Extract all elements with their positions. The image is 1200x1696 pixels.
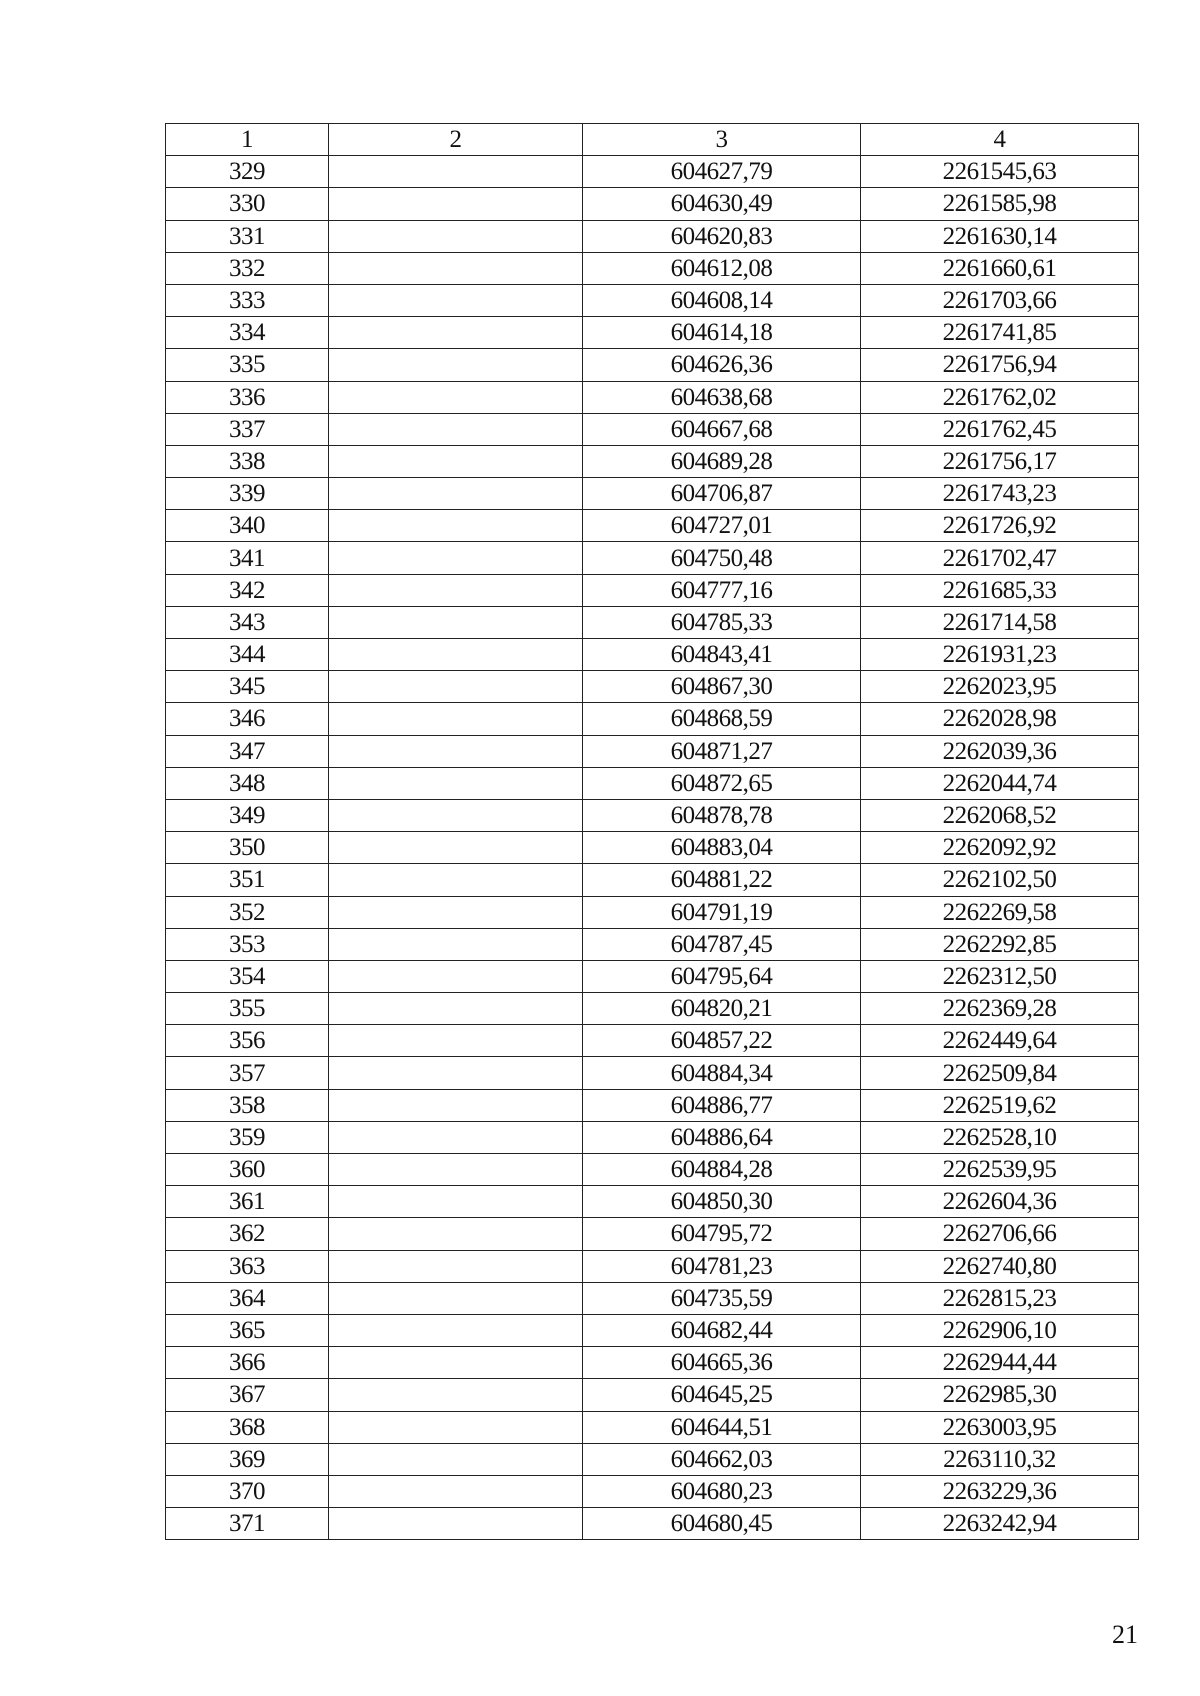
x-coordinate-cell: 604627,79 [583,156,861,188]
point-number-cell: 371 [166,1508,329,1540]
point-number-cell: 365 [166,1314,329,1346]
table-row [166,1379,1139,1411]
column-2-cell [329,284,583,316]
table-row [166,993,1139,1025]
x-coordinate-cell: 604787,45 [583,928,861,960]
column-2-cell [329,1025,583,1057]
y-coordinate-cell: 2262604,36 [861,1186,1139,1218]
table-row [166,960,1139,992]
x-coordinate-cell: 604626,36 [583,349,861,381]
column-2-cell [329,1057,583,1089]
column-2-cell [329,960,583,992]
x-coordinate-cell: 604871,27 [583,735,861,767]
table-row [166,188,1139,220]
point-number-cell: 359 [166,1121,329,1153]
column-header-1: 1 [166,124,329,156]
x-coordinate-cell: 604785,33 [583,606,861,638]
column-2-cell [329,510,583,542]
point-number-cell: 357 [166,1057,329,1089]
table-row [166,1475,1139,1507]
y-coordinate-cell: 2262039,36 [861,735,1139,767]
point-number-cell: 352 [166,896,329,928]
y-coordinate-cell: 2262269,58 [861,896,1139,928]
y-coordinate-cell: 2261545,63 [861,156,1139,188]
x-coordinate-cell: 604689,28 [583,445,861,477]
x-coordinate-cell: 604614,18 [583,317,861,349]
x-coordinate-cell: 604791,19 [583,896,861,928]
y-coordinate-cell: 2263229,36 [861,1475,1139,1507]
y-coordinate-cell: 2261726,92 [861,510,1139,542]
column-2-cell [329,1508,583,1540]
column-2-cell [329,1250,583,1282]
table-row [166,1025,1139,1057]
table-row [166,413,1139,445]
column-2-cell [329,381,583,413]
table-row [166,478,1139,510]
x-coordinate-cell: 604680,45 [583,1508,861,1540]
x-coordinate-cell: 604795,64 [583,960,861,992]
table-row [166,1121,1139,1153]
point-number-cell: 330 [166,188,329,220]
x-coordinate-cell: 604662,03 [583,1443,861,1475]
y-coordinate-cell: 2262539,95 [861,1154,1139,1186]
column-2-cell [329,156,583,188]
column-2-cell [329,1282,583,1314]
y-coordinate-cell: 2262369,28 [861,993,1139,1025]
table-row [166,1411,1139,1443]
column-2-cell [329,671,583,703]
table-row [166,799,1139,831]
table-row [166,156,1139,188]
table-row [166,767,1139,799]
table-row [166,1154,1139,1186]
y-coordinate-cell: 2262906,10 [861,1314,1139,1346]
point-number-cell: 333 [166,284,329,316]
y-coordinate-cell: 2263003,95 [861,1411,1139,1443]
table-row [166,220,1139,252]
point-number-cell: 364 [166,1282,329,1314]
y-coordinate-cell: 2262292,85 [861,928,1139,960]
x-coordinate-cell: 604644,51 [583,1411,861,1443]
table-row [166,445,1139,477]
y-coordinate-cell: 2262815,23 [861,1282,1139,1314]
point-number-cell: 368 [166,1411,329,1443]
x-coordinate-cell: 604883,04 [583,832,861,864]
y-coordinate-cell: 2261743,23 [861,478,1139,510]
column-2-cell [329,220,583,252]
table-row [166,317,1139,349]
column-2-cell [329,188,583,220]
table-row [166,896,1139,928]
point-number-cell: 334 [166,317,329,349]
column-2-cell [329,1347,583,1379]
y-coordinate-cell: 2262449,64 [861,1025,1139,1057]
y-coordinate-cell: 2261756,17 [861,445,1139,477]
column-2-cell [329,639,583,671]
point-number-cell: 362 [166,1218,329,1250]
table-row [166,1282,1139,1314]
column-2-cell [329,993,583,1025]
table-row [166,1089,1139,1121]
table-row [166,606,1139,638]
y-coordinate-cell: 2262312,50 [861,960,1139,992]
x-coordinate-cell: 604727,01 [583,510,861,542]
table-row [166,864,1139,896]
point-number-cell: 370 [166,1475,329,1507]
x-coordinate-cell: 604608,14 [583,284,861,316]
column-2-cell [329,928,583,960]
x-coordinate-cell: 604820,21 [583,993,861,1025]
table-row [166,1186,1139,1218]
table-row [166,381,1139,413]
x-coordinate-cell: 604857,22 [583,1025,861,1057]
table-row [166,284,1139,316]
x-coordinate-cell: 604735,59 [583,1282,861,1314]
y-coordinate-cell: 2261762,02 [861,381,1139,413]
y-coordinate-cell: 2261630,14 [861,220,1139,252]
x-coordinate-cell: 604630,49 [583,188,861,220]
x-coordinate-cell: 604795,72 [583,1218,861,1250]
y-coordinate-cell: 2262519,62 [861,1089,1139,1121]
y-coordinate-cell: 2262068,52 [861,799,1139,831]
column-2-cell [329,317,583,349]
column-2-cell [329,574,583,606]
y-coordinate-cell: 2262044,74 [861,767,1139,799]
x-coordinate-cell: 604777,16 [583,574,861,606]
x-coordinate-cell: 604620,83 [583,220,861,252]
column-header-3: 3 [583,124,861,156]
column-2-cell [329,1314,583,1346]
y-coordinate-cell: 2261762,45 [861,413,1139,445]
x-coordinate-cell: 604612,08 [583,252,861,284]
column-2-cell [329,478,583,510]
x-coordinate-cell: 604682,44 [583,1314,861,1346]
point-number-cell: 349 [166,799,329,831]
table-header-row [166,124,1139,156]
x-coordinate-cell: 604884,28 [583,1154,861,1186]
y-coordinate-cell: 2262706,66 [861,1218,1139,1250]
column-2-cell [329,767,583,799]
point-number-cell: 346 [166,703,329,735]
page-number: 21 [1112,1620,1138,1649]
point-number-cell: 347 [166,735,329,767]
y-coordinate-cell: 2262102,50 [861,864,1139,896]
y-coordinate-cell: 2262944,44 [861,1347,1139,1379]
point-number-cell: 341 [166,542,329,574]
coordinates-table [165,123,1139,1540]
column-2-cell [329,606,583,638]
table-row [166,1508,1139,1540]
column-2-cell [329,1121,583,1153]
y-coordinate-cell: 2261660,61 [861,252,1139,284]
y-coordinate-cell: 2261741,85 [861,317,1139,349]
y-coordinate-cell: 2262509,84 [861,1057,1139,1089]
column-2-cell [329,799,583,831]
x-coordinate-cell: 604781,23 [583,1250,861,1282]
column-2-cell [329,413,583,445]
table-row [166,832,1139,864]
y-coordinate-cell: 2262023,95 [861,671,1139,703]
y-coordinate-cell: 2263242,94 [861,1508,1139,1540]
column-2-cell [329,1379,583,1411]
point-number-cell: 353 [166,928,329,960]
point-number-cell: 344 [166,639,329,671]
table-row [166,510,1139,542]
column-2-cell [329,1186,583,1218]
x-coordinate-cell: 604638,68 [583,381,861,413]
x-coordinate-cell: 604881,22 [583,864,861,896]
point-number-cell: 363 [166,1250,329,1282]
column-2-cell [329,542,583,574]
point-number-cell: 366 [166,1347,329,1379]
column-2-cell [329,832,583,864]
x-coordinate-cell: 604667,68 [583,413,861,445]
point-number-cell: 351 [166,864,329,896]
y-coordinate-cell: 2261756,94 [861,349,1139,381]
column-2-cell [329,349,583,381]
x-coordinate-cell: 604843,41 [583,639,861,671]
x-coordinate-cell: 604868,59 [583,703,861,735]
column-header-2: 2 [329,124,583,156]
table-row [166,349,1139,381]
point-number-cell: 329 [166,156,329,188]
column-2-cell [329,896,583,928]
point-number-cell: 343 [166,606,329,638]
y-coordinate-cell: 2262528,10 [861,1121,1139,1153]
point-number-cell: 335 [166,349,329,381]
y-coordinate-cell: 2261931,23 [861,639,1139,671]
table-row [166,1218,1139,1250]
point-number-cell: 340 [166,510,329,542]
y-coordinate-cell: 2262092,92 [861,832,1139,864]
column-2-cell [329,1218,583,1250]
table-row [166,639,1139,671]
point-number-cell: 339 [166,478,329,510]
point-number-cell: 332 [166,252,329,284]
point-number-cell: 345 [166,671,329,703]
y-coordinate-cell: 2262740,80 [861,1250,1139,1282]
point-number-cell: 350 [166,832,329,864]
x-coordinate-cell: 604665,36 [583,1347,861,1379]
x-coordinate-cell: 604645,25 [583,1379,861,1411]
column-2-cell [329,735,583,767]
point-number-cell: 360 [166,1154,329,1186]
table-row [166,1057,1139,1089]
y-coordinate-cell: 2263110,32 [861,1443,1139,1475]
table-row [166,574,1139,606]
x-coordinate-cell: 604878,78 [583,799,861,831]
y-coordinate-cell: 2261714,58 [861,606,1139,638]
x-coordinate-cell: 604680,23 [583,1475,861,1507]
y-coordinate-cell: 2261585,98 [861,188,1139,220]
x-coordinate-cell: 604872,65 [583,767,861,799]
y-coordinate-cell: 2261685,33 [861,574,1139,606]
x-coordinate-cell: 604850,30 [583,1186,861,1218]
table-row [166,928,1139,960]
point-number-cell: 348 [166,767,329,799]
table-row [166,703,1139,735]
x-coordinate-cell: 604886,77 [583,1089,861,1121]
column-2-cell [329,1089,583,1121]
table-row [166,1250,1139,1282]
table-row [166,252,1139,284]
column-2-cell [329,445,583,477]
point-number-cell: 354 [166,960,329,992]
y-coordinate-cell: 2262985,30 [861,1379,1139,1411]
point-number-cell: 336 [166,381,329,413]
x-coordinate-cell: 604886,64 [583,1121,861,1153]
point-number-cell: 367 [166,1379,329,1411]
column-header-4: 4 [861,124,1139,156]
point-number-cell: 369 [166,1443,329,1475]
point-number-cell: 337 [166,413,329,445]
column-2-cell [329,1154,583,1186]
table-body [166,156,1139,1540]
column-2-cell [329,1411,583,1443]
table-row [166,1347,1139,1379]
y-coordinate-cell: 2261702,47 [861,542,1139,574]
y-coordinate-cell: 2262028,98 [861,703,1139,735]
table-row [166,542,1139,574]
column-2-cell [329,703,583,735]
x-coordinate-cell: 604867,30 [583,671,861,703]
table-row [166,735,1139,767]
column-2-cell [329,864,583,896]
x-coordinate-cell: 604706,87 [583,478,861,510]
x-coordinate-cell: 604884,34 [583,1057,861,1089]
column-2-cell [329,1443,583,1475]
point-number-cell: 356 [166,1025,329,1057]
point-number-cell: 331 [166,220,329,252]
table-row [166,671,1139,703]
x-coordinate-cell: 604750,48 [583,542,861,574]
point-number-cell: 342 [166,574,329,606]
column-2-cell [329,1475,583,1507]
point-number-cell: 355 [166,993,329,1025]
table-row [166,1443,1139,1475]
point-number-cell: 338 [166,445,329,477]
column-2-cell [329,252,583,284]
point-number-cell: 361 [166,1186,329,1218]
y-coordinate-cell: 2261703,66 [861,284,1139,316]
point-number-cell: 358 [166,1089,329,1121]
table-row [166,1314,1139,1346]
